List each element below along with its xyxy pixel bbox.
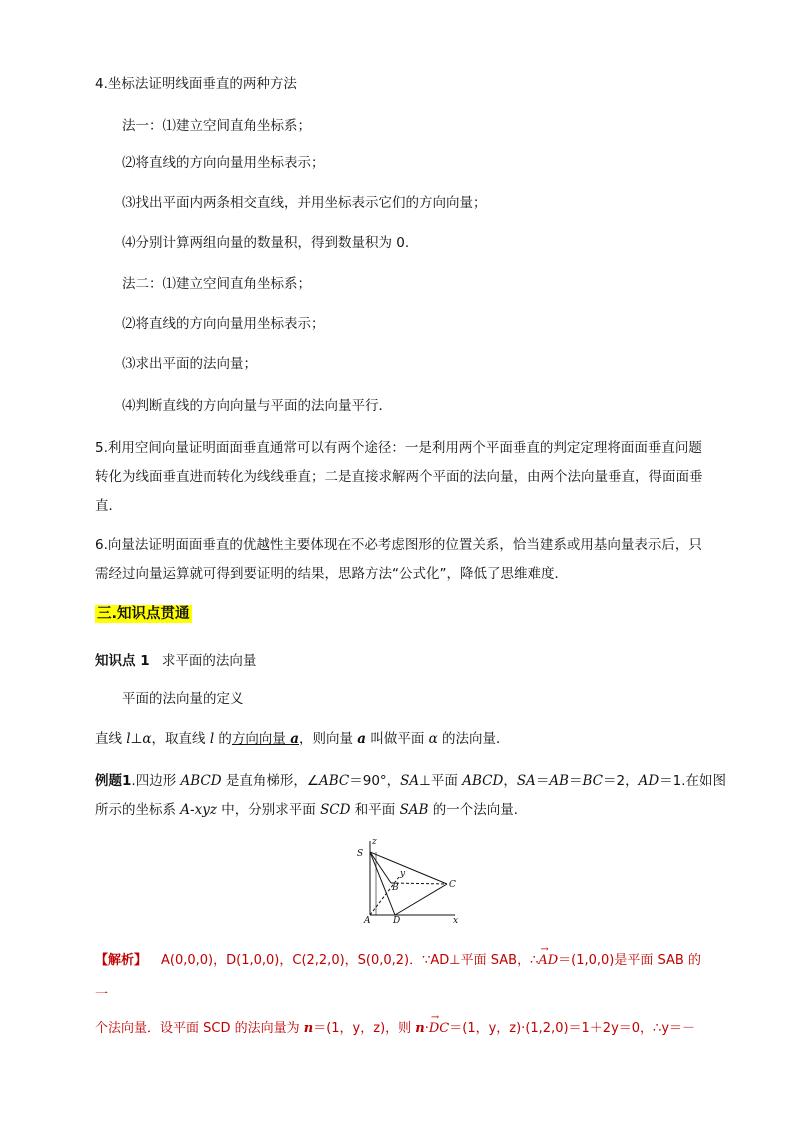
method2-step3: ⑶求出平面的法向量； <box>122 356 257 372</box>
example-text: 和平面 <box>350 802 400 818</box>
method1-step2: ⑵将直线的方向向量用坐标表示； <box>122 155 325 171</box>
example-var: AD <box>638 773 660 789</box>
example-line-2 <box>95 800 527 820</box>
example-text: ＝1.在如图 <box>659 773 727 789</box>
def-var-alpha: α <box>142 731 152 747</box>
example-line-1 <box>95 771 726 791</box>
label-S: S <box>357 849 364 859</box>
example-var: AB <box>549 773 569 789</box>
analysis-text: ＝(1,0,0)是平面 SAB 的一 <box>95 953 701 1002</box>
example-text: ＝2， <box>603 773 639 789</box>
label-C: C <box>449 880 456 890</box>
example-var: A-xyz <box>180 802 217 818</box>
example-var: ABC <box>318 773 350 789</box>
knowledge-point-heading <box>95 651 256 671</box>
def-text: ，则向量 <box>298 731 358 747</box>
example-text: 的一个法向量． <box>428 802 528 818</box>
def-text: ⊥ <box>130 731 143 747</box>
section-title: 三.知识点贯通 <box>97 606 190 622</box>
def-var-l: l <box>209 731 215 747</box>
definition-line <box>95 729 510 749</box>
method2-step2: ⑵将直线的方向向量用坐标表示； <box>122 316 325 332</box>
example-var: SA <box>400 773 420 789</box>
def-vector-a: a <box>290 731 299 747</box>
example-text: 所示的坐标系 <box>95 802 181 818</box>
vector-ad: → AD <box>538 944 558 978</box>
analysis-text: ＝(1，y，z)，则 <box>313 1021 416 1036</box>
label-x: x <box>453 916 459 923</box>
def-vector-a: a <box>357 731 367 747</box>
knowledge-point-title: 求平面的法向量 <box>161 653 257 669</box>
analysis-block <box>95 944 710 1046</box>
method2-step4: ⑷判断直线的方向向量与平面的法向量平行． <box>122 398 392 414</box>
example-text: 是直角梯形，∠ <box>221 773 319 789</box>
edge-dc <box>395 884 447 915</box>
edge-sc <box>370 852 447 884</box>
method1-step3: ⑶找出平面内两条相交直线，并用坐标表示它们的方向向量； <box>122 195 487 211</box>
example-var: BC <box>582 773 603 789</box>
analysis-text: · <box>424 1021 429 1036</box>
example-var: SAB <box>399 802 429 818</box>
label-B: B <box>392 883 399 893</box>
example-text: .四边形 <box>131 773 181 789</box>
label-y: y <box>400 869 406 879</box>
method1-step1: 法一：⑴建立空间直角坐标系； <box>122 118 311 134</box>
method1-step4: ⑷分别计算两组向量的数量积，得到数量积为 0. <box>122 235 410 251</box>
def-var-alpha: α <box>428 731 438 747</box>
method2-step1: 法二：⑴建立空间直角坐标系； <box>122 276 311 292</box>
def-text: 的 <box>214 731 232 747</box>
knowledge-point-label: 知识点 1 <box>95 653 150 669</box>
vector-n: n <box>415 1021 425 1036</box>
edge-bc <box>391 883 447 884</box>
pyramid-figure <box>355 835 465 923</box>
example-var: ABCD <box>462 773 504 789</box>
example-var: ABCD <box>180 773 222 789</box>
example-text: ⊥平面 <box>419 773 463 789</box>
def-underlined-term: 方向向量 <box>231 731 291 747</box>
analysis-tag: 【解析】 <box>95 953 148 968</box>
vector-n: n <box>303 1021 314 1036</box>
def-text: 直线 <box>95 731 127 747</box>
item-6-paragraph: 6.向量法证明面面垂直的优越性主要体现在不必考虑图形的位置关系，恰当建系或用基向量表示后，只需经过向量运算就可得到要证明的结果，思路方法“公式化”，降低了思维难度． <box>95 537 702 582</box>
label-D: D <box>393 916 401 923</box>
item-5-paragraph: 5.利用空间向量证明面面垂直通常可以有两个途径：一是利用两个平面垂直的判定定理将面面垂直问题转化为线面垂直进而转化为线线垂直；二是直接求解两个平面的法向量，由两个法向量垂直，得面面垂直． <box>95 440 703 514</box>
example-text: ＝90°， <box>349 773 401 789</box>
def-text: 叫做平面 <box>366 731 429 747</box>
label-z: z <box>372 837 377 847</box>
example-var: SA <box>516 773 536 789</box>
section-heading <box>95 604 192 624</box>
example-text: ＝ <box>568 773 583 789</box>
knowledge-point-subtitle: 平面的法向量的定义 <box>122 691 244 707</box>
example-var: SCD <box>320 802 351 818</box>
analysis-text: 个法向量．设平面 SCD 的法向量为 <box>95 1021 304 1036</box>
def-text: ，取直线 <box>151 731 210 747</box>
example-text: 中，分别求平面 <box>216 802 321 818</box>
label-A: A <box>364 916 371 923</box>
vector-dc: → DC <box>429 1012 449 1046</box>
def-text: 的法向量． <box>437 731 510 747</box>
example-label: 例题1 <box>95 773 132 789</box>
example-text: ， <box>503 773 517 789</box>
analysis-text: A(0,0,0)，D(1,0,0)，C(2,2,0)，S(0,0,2)．∵AD⊥平面 SAB，∴ <box>161 953 539 968</box>
analysis-text: ＝(1，y，z)·(1,2,0)＝1＋2y＝0，∴y＝－ <box>449 1021 696 1036</box>
def-var-l: l <box>126 731 131 747</box>
item-4-title: 4.坐标法证明线面垂直的两种方法 <box>95 76 297 92</box>
example-text: ＝ <box>535 773 550 789</box>
